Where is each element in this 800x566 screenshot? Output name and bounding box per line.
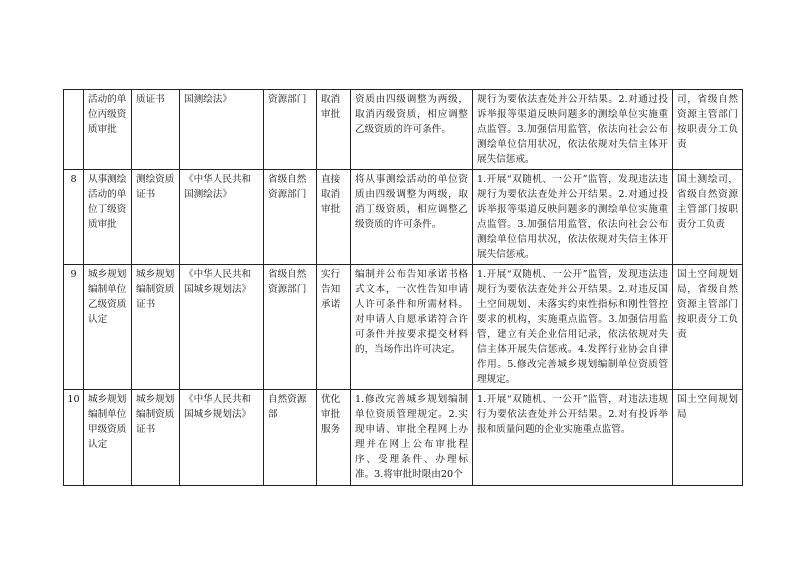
supervision-measures: 1.开展“双随机、一公开”监管，发现违法违规行为要依法查处并公开结果。2.对违反国土空间规划、未落实约束性指标和刚性管控要求的机构，实施重点监管。3.加强信用监管，建立有关企业信用记录，依法依规对失信主体开展失信惩戒。4.发挥行业协会自律作用。5.修改完善城乡规划编制单位资质管理规定。 — [473, 265, 673, 390]
legal-basis: 国测绘法》 — [180, 90, 264, 170]
item-name: 从事测绘活动的单位丁级资质审批 — [84, 170, 132, 265]
table-row — [64, 90, 743, 170]
supervision-measures: 规行为要依法查处并公开结果。2.对通过投诉举报等渠道反映问题多的测绘单位实施重点监管。3.加强信用监管，依法向社会公布测绘单位信用状况，依法依规对失信主体开展失信惩戒。 — [473, 90, 673, 170]
responsible-unit: 国土空间规划局 — [673, 390, 743, 486]
reform-content: 1.修改完善城乡规划编制单位资质管理规定。2.实现申请、审批全程网上办理并在网上公布审批程序、受理条件、办理标准。3.将审批时限由20个 — [351, 390, 473, 486]
reform-method: 优化审批服务 — [317, 390, 351, 486]
row-number: 8 — [64, 170, 84, 265]
responsible-unit: 国土空间规划局，省级自然资源主管部门按职责分工负责 — [673, 265, 743, 390]
reform-method: 实行告知承诺 — [317, 265, 351, 390]
reform-content: 将从事测绘活动的单位资质由四级调整为两级，取消丁级资质，相应调整乙级资质的许可条件。 — [351, 170, 473, 265]
table-row — [64, 265, 743, 390]
item-name: 城乡规划编制单位甲级资质认定 — [84, 390, 132, 486]
certificate-name: 测绘资质证书 — [132, 170, 180, 265]
item-name: 活动的单位丙级资质审批 — [84, 90, 132, 170]
responsible-unit: 国土测绘司，省级自然资源主管部门按职责分工负责 — [673, 170, 743, 265]
item-name: 城乡规划编制单位乙级资质认定 — [84, 265, 132, 390]
reform-method: 取消审批 — [317, 90, 351, 170]
approval-department: 自然资源部 — [264, 390, 317, 486]
approval-department: 省级自然资源部门 — [264, 265, 317, 390]
reform-content: 编制并公布告知承诺书格式文本，一次性告知申请人许可条件和所需材料。对申请人自愿承诺符合许可条件并按要求提交材料的，当场作出许可决定。 — [351, 265, 473, 390]
supervision-measures: 1.开展“双随机、一公开”监管，对违法违规行为要依法查处并公开结果。2.对有投诉举报和质量问题的企业实施重点监管。 — [473, 390, 673, 486]
table-row — [64, 170, 743, 265]
responsible-unit: 司，省级自然资源主管部门按职责分工负责 — [673, 90, 743, 170]
legal-basis: 《中华人民共和国城乡规划法》 — [180, 265, 264, 390]
certificate-name: 城乡规划编制资质证书 — [132, 265, 180, 390]
certificate-name: 城乡规划编制资质证书 — [132, 390, 180, 486]
row-number: 10 — [64, 390, 84, 486]
supervision-measures: 1.开展“双随机、一公开”监管，发现违法违规行为要依法查处并公开结果。2.对通过投诉举报等渠道反映问题多的测绘单位实施重点监管。3.加强信用监管，依法向社会公布测绘单位信用状况，依法依规对失信主体开展失信惩戒。 — [473, 170, 673, 265]
reform-method: 直接取消审批 — [317, 170, 351, 265]
certificate-name: 质证书 — [132, 90, 180, 170]
regulation-table — [63, 89, 743, 486]
legal-basis: 《中华人民共和国城乡规划法》 — [180, 390, 264, 486]
approval-department: 省级自然资源部门 — [264, 170, 317, 265]
row-number: 9 — [64, 265, 84, 390]
approval-department: 资源部门 — [264, 90, 317, 170]
legal-basis: 《中华人民共和国测绘法》 — [180, 170, 264, 265]
row-number — [64, 90, 84, 170]
table-row — [64, 390, 743, 486]
reform-content: 资质由四级调整为两级，取消丙级资质，相应调整乙级资质的许可条件。 — [351, 90, 473, 170]
